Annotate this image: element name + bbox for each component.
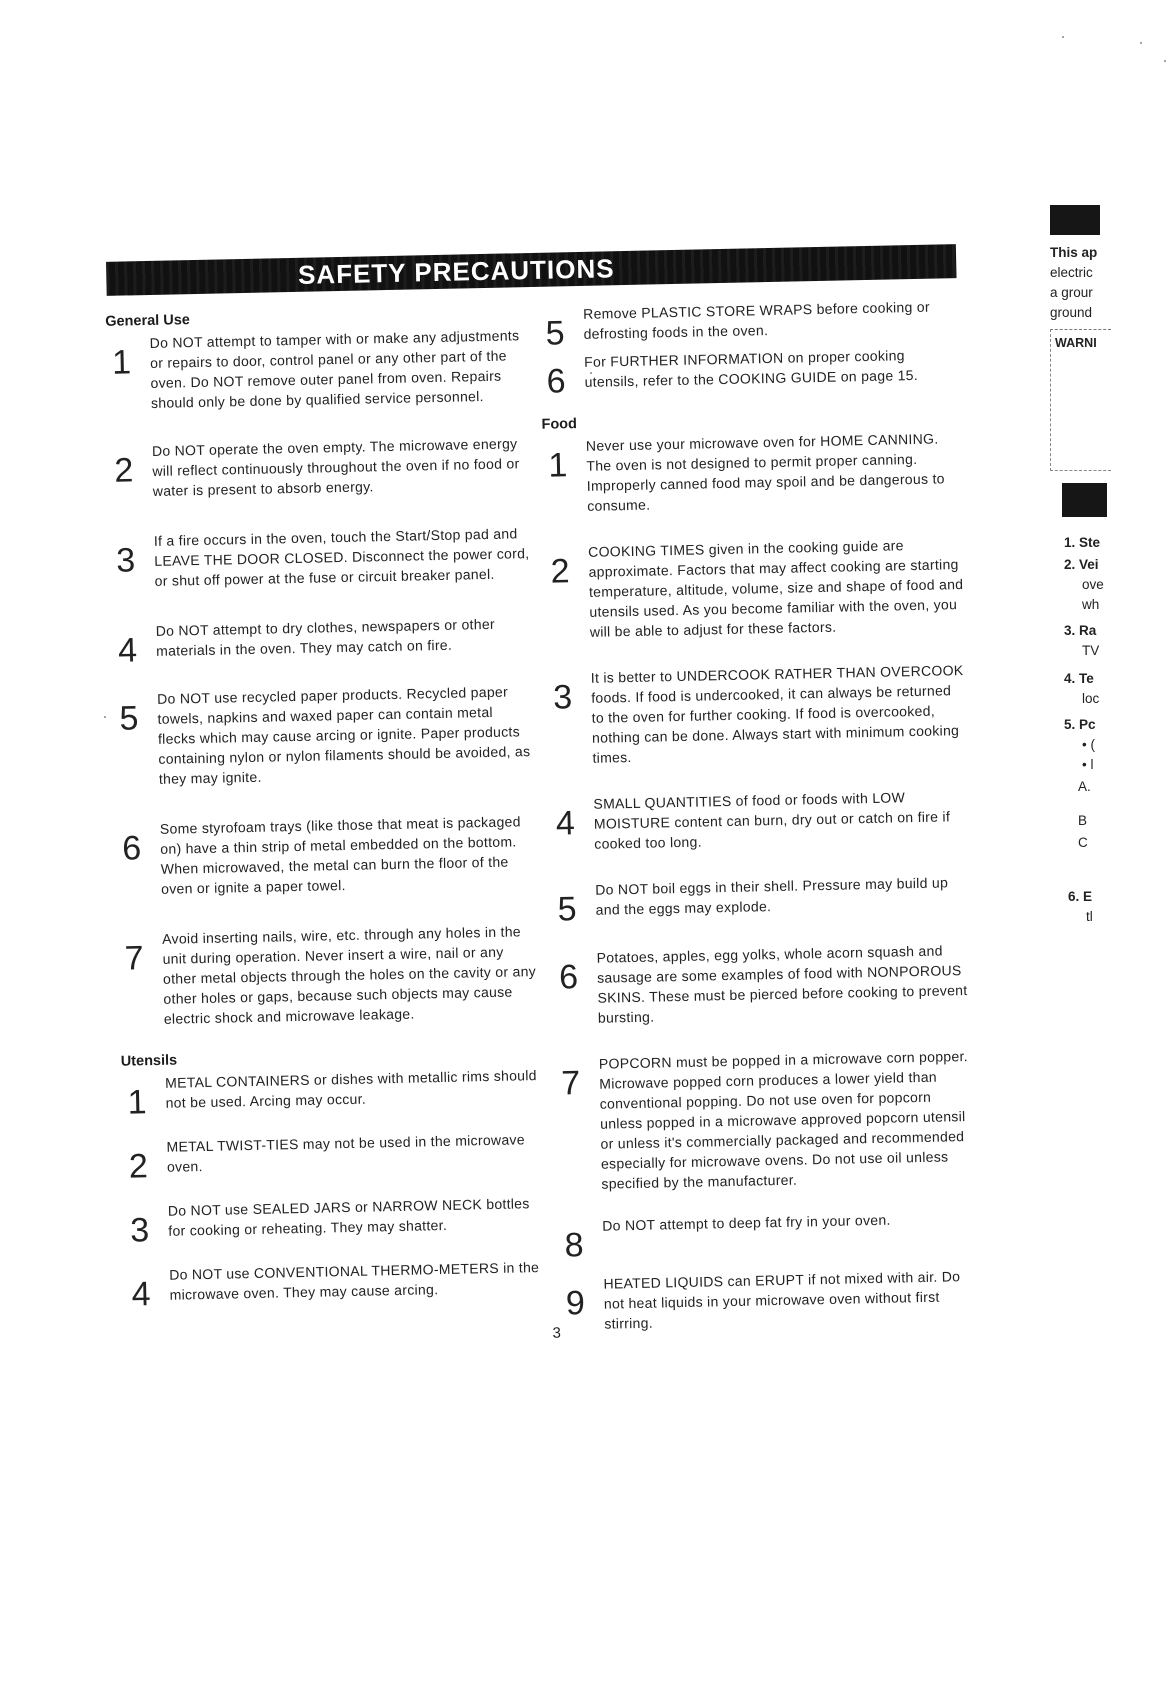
list-item: [552, 940, 974, 1029]
item-text: For FURTHER INFORMATION on proper cooking utensils, refer to the COOKING GUIDE on page 15.: [584, 347, 919, 390]
item-number: 3: [129, 1211, 150, 1250]
item-text: Avoid inserting nails, wire, etc. through any holes in the unit during operation. Never insert a wire, nail or any other metal objects through the holes on the cavity or any other holes or gaps, because such objects may cause electric shock and microwave leakage.: [162, 923, 537, 1027]
item-text: COOKING TIMES given in the cooking guide are approximate. Factors that may affect cooking are starting temperature, altitude, volume, size and shape of food and utensils used. As you become familiar with the oven, you will be able to adjust for these factors.: [588, 537, 964, 640]
item-text: Do NOT attempt to dry clothes, newspapers or other materials in the oven. They may catch on fire.: [155, 615, 496, 659]
list-item: [542, 428, 964, 517]
side-list-item: ove: [1082, 577, 1104, 592]
list-item: [121, 1065, 542, 1122]
side-list-item: 1. Ste: [1064, 535, 1101, 550]
side-line: ground: [1050, 305, 1093, 320]
item-number: 1: [547, 446, 568, 485]
adjacent-page-fragment: [1050, 205, 1175, 945]
item-number: 7: [560, 1064, 581, 1103]
warning-box: [1050, 329, 1111, 471]
section-block: [1062, 483, 1107, 517]
list-item: [106, 325, 528, 414]
item-number: 2: [113, 451, 134, 490]
left-column: [105, 305, 546, 1314]
side-line: a grour: [1050, 285, 1093, 300]
list-item: [112, 613, 533, 670]
item-number: 3: [552, 678, 573, 717]
item-number: 6: [558, 958, 579, 997]
item-text: Do NOT attempt to tamper with or make any adjustments or repairs to door, control panel or any other part of the oven. Do NOT remove outer panel from oven. Repairs should only be done by qualified service personnel.: [149, 327, 520, 411]
item-text: Do NOT use SEALED JARS or NARROW NECK bottles for cooking or reheating. They may shatter.: [167, 1195, 530, 1239]
side-list-item: wh: [1082, 597, 1100, 612]
banner: [106, 244, 957, 296]
section-title: Utensils: [120, 1052, 178, 1070]
list-item: [555, 1046, 978, 1195]
item-text: It is better to UNDERCOOK RATHER THAN OVERCOOK foods. If food is undercooked, it can always be returned to the oven for further cooking. If food is overcooked, nothing can be done. Always start with minimum cooking times.: [590, 662, 964, 766]
section-title: General Use: [105, 312, 191, 330]
list-item: [551, 872, 972, 929]
list-item: [559, 1266, 980, 1335]
item-number: 5: [545, 314, 565, 353]
list-item: [539, 296, 960, 353]
item-text: Do NOT use recycled paper products. Recycled paper towels, napkins and waxed paper can contain metal flecks which may cause arcing or ignite. Paper products containing nylon or nylon filaments should be avoided, as they may ignite.: [156, 683, 531, 787]
utensils-section: [120, 1045, 546, 1314]
item-number: 7: [124, 939, 144, 978]
side-list-item: • (: [1082, 737, 1095, 752]
item-number: 5: [119, 699, 139, 738]
list-item: [122, 1129, 543, 1186]
item-text: POPCORN must be popped in a microwave corn popper. Microwave popped corn produces a lower yield than conventional popping. Do not use oven for popcorn unless popped in a microwave approved popcorn utensil or unless it's commercially packaged and recommended especially for microwave ovens. Do not use oil unless specified by the manufacturer.: [598, 1048, 969, 1192]
side-list-item: C: [1078, 835, 1088, 850]
item-text: Do NOT boil eggs in their shell. Pressure may build up and the eggs may explode.: [595, 874, 949, 918]
side-list-item: 4. Te: [1064, 671, 1094, 686]
banner-title: SAFETY PRECAUTIONS: [297, 252, 615, 290]
item-text: Do NOT use CONVENTIONAL THERMO-METERS in the microwave oven. They may cause arcing.: [169, 1259, 540, 1303]
item-text: METAL TWIST-TIES may not be used in the microwave oven.: [166, 1131, 525, 1175]
side-list-item: 6. E: [1068, 889, 1093, 904]
list-item: [549, 786, 970, 855]
list-item: [116, 811, 538, 900]
list-item: [558, 1208, 979, 1265]
header-block: [1050, 205, 1100, 235]
side-list-item: 3. Ra: [1064, 623, 1097, 638]
right-column: [539, 296, 980, 1335]
page-number: 3: [552, 1324, 562, 1342]
warning-label: WARNI: [1055, 336, 1097, 350]
list-item: [547, 660, 969, 769]
list-item: [540, 344, 961, 401]
side-list-item: 2. Vei: [1064, 557, 1099, 572]
item-number: 5: [557, 890, 577, 929]
side-line: electric: [1050, 265, 1093, 280]
side-list-item: A.: [1078, 779, 1091, 794]
side-list-item: B: [1078, 813, 1088, 828]
item-number: 4: [117, 631, 138, 670]
side-list-item: tl: [1086, 909, 1093, 924]
general-use-continued: [539, 296, 961, 401]
item-number: 3: [115, 541, 136, 580]
item-number: 6: [121, 829, 142, 868]
list-item: [125, 1257, 546, 1314]
item-number: 6: [546, 362, 566, 401]
item-text: Never use your microwave oven for HOME CANNING. The oven is not designed to permit proper canning. Improperly canned food may spoil and be dangerous to consume.: [585, 430, 945, 514]
item-text: Do NOT operate the oven empty. The microwave energy will reflect continuously throughout the oven if no food or water is present to absorb energy.: [151, 435, 520, 499]
scan-speck: [1062, 36, 1064, 38]
item-text: HEATED LIQUIDS can ERUPT if not mixed with air. Do not heat liquids in your microwave oven without first stirring.: [603, 1268, 961, 1332]
manual-page: [100, 243, 1024, 1412]
scan-speck: [1164, 60, 1166, 62]
food-section: [541, 408, 980, 1335]
item-text: Remove PLASTIC STORE WRAPS before cooking or defrosting foods in the oven.: [583, 298, 931, 342]
item-number: 4: [555, 804, 576, 843]
list-item: [118, 921, 540, 1030]
list-item: [544, 534, 966, 643]
scan-speck: [1140, 42, 1142, 44]
item-number: 1: [111, 343, 132, 382]
item-text: METAL CONTAINERS or dishes with metallic rims should not be used. Arcing may occur.: [165, 1067, 537, 1111]
list-item: [113, 681, 535, 790]
item-text: If a fire occurs in the oven, touch the Start/Stop pad and LEAVE THE DOOR CLOSED. Disconnect the power cord, or shut off power at the fuse or circuit breaker panel.: [153, 525, 530, 589]
side-line: This ap: [1050, 245, 1098, 260]
item-number: 8: [564, 1226, 585, 1265]
item-number: 9: [565, 1284, 586, 1323]
item-text: Some styrofoam trays (like those that meat is packaged on) have a thin strip of metal embedded on the bottom. When microwaved, the metal can burn the floor of the oven or ignite a paper towel.: [159, 813, 521, 897]
scan-speck: [104, 716, 106, 718]
item-number: 1: [127, 1083, 147, 1122]
general-use-section: [105, 305, 540, 1030]
list-item: [108, 433, 529, 502]
list-item: [110, 523, 531, 592]
item-text: SMALL QUANTITIES of food or foods with LOW MOISTURE content can burn, dry out or catch on fire if cooked too long.: [593, 789, 951, 852]
side-list-item: TV: [1082, 643, 1100, 658]
side-list-item: 5. Pc: [1064, 717, 1096, 732]
item-number: 4: [131, 1275, 151, 1314]
side-list-item: loc: [1082, 691, 1100, 706]
item-text: Do NOT attempt to deep fat fry in your oven.: [602, 1211, 891, 1234]
side-list-item: • l: [1082, 757, 1094, 772]
list-item: [124, 1193, 545, 1250]
section-title: Food: [541, 416, 578, 433]
item-number: 2: [128, 1147, 149, 1186]
item-number: 2: [550, 552, 570, 591]
item-text: Potatoes, apples, egg yolks, whole acorn squash and sausage are some examples of food with NONPOROUS SKINS. These must be pierced before cooking to prevent bursting.: [596, 942, 968, 1026]
